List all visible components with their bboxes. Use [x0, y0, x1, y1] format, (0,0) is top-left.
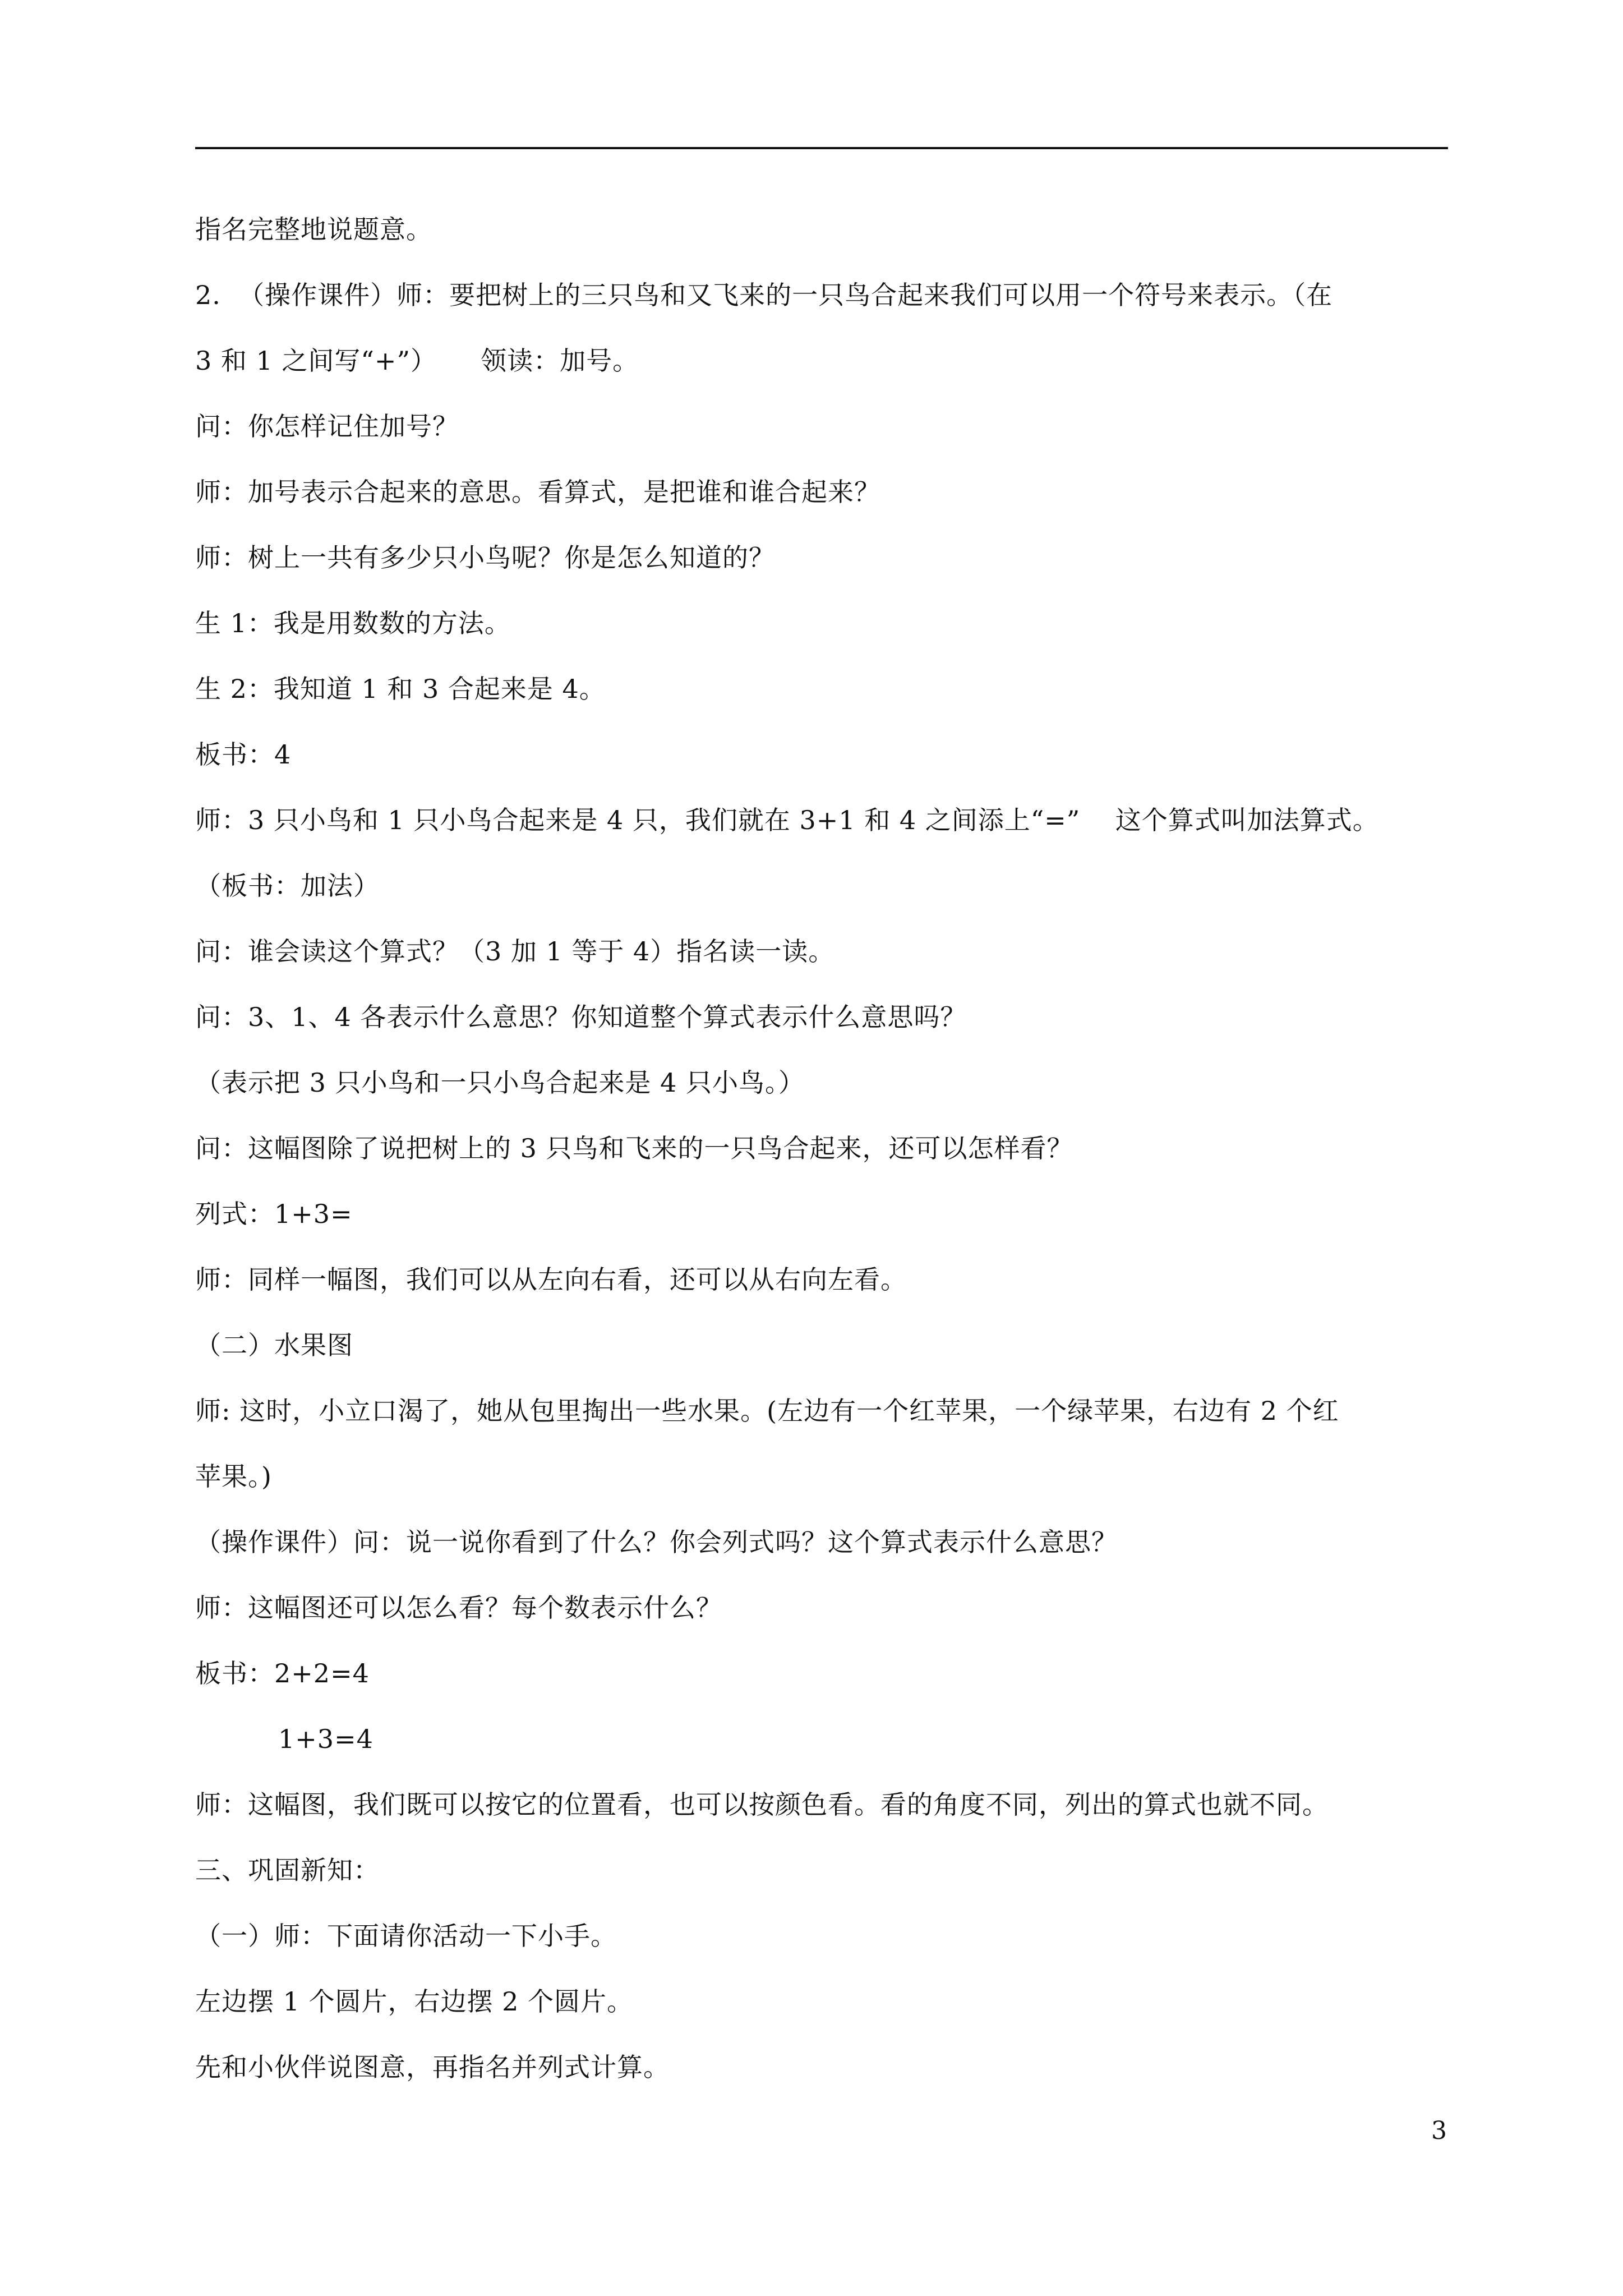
text-line: 苹果。) [195, 1461, 272, 1492]
text-line: （板书：加法） [195, 871, 380, 901]
text-line: 师：这幅图还可以怎么看？每个数表示什么？ [195, 1593, 722, 1623]
text-line: 问：这幅图除了说把树上的 3 只鸟和飞来的一只鸟合起来，还可以怎样看？ [195, 1133, 1073, 1163]
text-line: 板书：2+2=4 [195, 1658, 370, 1688]
text-line: 问：3、1、4 各表示什么意思？你知道整个算式表示什么意思吗？ [195, 1002, 967, 1032]
header-rule [195, 147, 1448, 149]
text-line: 生 1：我是用数数的方法。 [195, 608, 511, 638]
text-line: 1+3=4 [278, 1724, 374, 1754]
text-line: 师：树上一共有多少只小鸟呢？你是怎么知道的？ [195, 542, 775, 573]
section-heading: （二）水果图 [195, 1330, 353, 1360]
text-line: 指名完整地说题意。 [195, 214, 432, 245]
text-line: 师: 这时，小立口渴了，她从包里掏出一些水果。(左边有一个红苹果，一个绿苹果，右边有 2 个红 [195, 1396, 1339, 1426]
text-line: （一）师：下面请你活动一下小手。 [195, 1921, 617, 1951]
section-heading: 三、巩固新知： [195, 1855, 380, 1885]
text-line: 3 和 1 之间写“+”） 领读：加号。 [195, 346, 639, 376]
page-number: 3 [1431, 2116, 1447, 2145]
text-line: （操作课件）问：说一说你看到了什么？你会列式吗？这个算式表示什么意思？ [195, 1527, 1118, 1557]
text-line: 板书：4 [195, 739, 292, 770]
text-line: 左边摆 1 个圆片，右边摆 2 个圆片。 [195, 1986, 634, 2017]
text-line: （表示把 3 只小鸟和一只小鸟合起来是 4 只小鸟。） [195, 1068, 805, 1098]
text-line: 先和小伙伴说图意，再指名并列式计算。 [195, 2052, 670, 2082]
text-line: 师：加号表示合起来的意思。看算式，是把谁和谁合起来？ [195, 477, 880, 507]
text-line: 师：3 只小鸟和 1 只小鸟合起来是 4 只，我们就在 3+1 和 4 之间添上“=” 这个算式叫加法算式。 [195, 805, 1379, 835]
text-line: 列式：1+3= [195, 1199, 353, 1229]
document-body [195, 213, 1451, 2116]
text-line: 问：你怎样记住加号？ [195, 411, 459, 441]
text-line: 问：谁会读这个算式？（3 加 1 等于 4）指名读一读。 [195, 936, 835, 967]
text-line: 师：同样一幅图，我们可以从左向右看，还可以从右向左看。 [195, 1264, 907, 1295]
text-line: 2. （操作课件）师：要把树上的三只鸟和又飞来的一只鸟合起来我们可以用一个符号来表示。（在 [195, 280, 1333, 310]
text-line: 生 2：我知道 1 和 3 合起来是 4。 [195, 674, 606, 704]
text-line: 师：这幅图，我们既可以按它的位置看，也可以按颜色看。看的角度不同，列出的算式也就不同。 [195, 1789, 1329, 1820]
